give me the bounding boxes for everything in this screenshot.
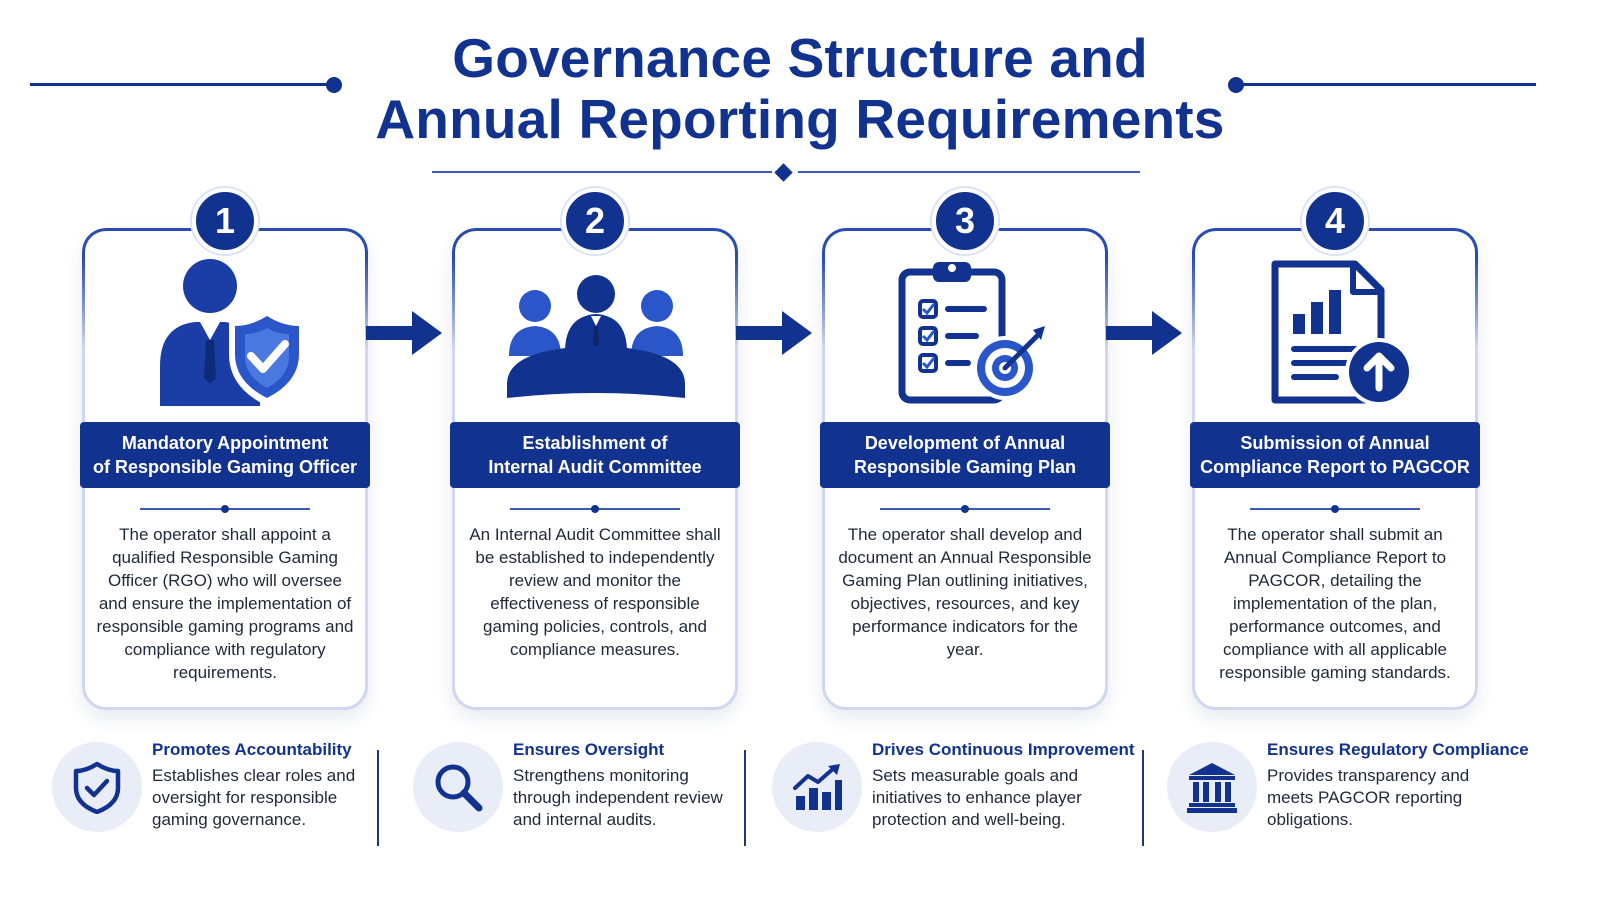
step-separator-dot bbox=[961, 505, 969, 513]
benefit-divider bbox=[744, 750, 746, 846]
step-description: The operator shall develop and document an Annual Responsible Gaming Plan outlining initiatives, objectives, resources, and key performance indicators for the year. bbox=[838, 525, 1092, 659]
subtitle-rule-right bbox=[798, 171, 1140, 173]
committee-icon bbox=[495, 256, 695, 408]
step-description: The operator shall submit an Annual Compliance Report to PAGCOR, detailing the implementation of the plan, performance outcomes, and compliance with all applicable responsible gaming standards. bbox=[1219, 525, 1451, 682]
benefit-title: Drives Continuous Improvement bbox=[872, 740, 1135, 759]
step-number-badge: 3 bbox=[932, 188, 998, 254]
benefit-description: Establishes clear roles and oversight for responsible gaming governance. bbox=[152, 766, 356, 829]
benefit-title: Promotes Accountability bbox=[152, 740, 352, 759]
step-number-badge: 1 bbox=[192, 188, 258, 254]
page-title-line1: Governance Structure and bbox=[452, 27, 1148, 89]
step-card-2 bbox=[450, 188, 740, 718]
benefit-divider bbox=[1142, 750, 1144, 846]
benefit-description: Sets measurable goals and initiatives to enhance player protection and well-being. bbox=[872, 766, 1082, 829]
step-description: The operator shall appoint a qualified Responsible Gaming Officer (RGO) who will oversee and ensure the implementation of responsible gaming programs and compliance with regulatory requirements. bbox=[96, 525, 354, 682]
step-title-line2: of Responsible Gaming Officer bbox=[92, 457, 358, 477]
subtitle-diamond bbox=[774, 163, 792, 181]
step-title-line2: Internal Audit Committee bbox=[488, 457, 702, 477]
benefit-item-accountability bbox=[52, 740, 372, 850]
step-card-3 bbox=[820, 188, 1110, 718]
benefit-item-oversight bbox=[413, 740, 738, 850]
step-separator-dot bbox=[221, 505, 229, 513]
step-number-badge: 2 bbox=[562, 188, 628, 254]
step-card-1 bbox=[80, 188, 370, 718]
institution-icon bbox=[1185, 760, 1239, 814]
flow-arrow-icon bbox=[736, 311, 812, 355]
page-title-line2: Annual Reporting Requirements bbox=[375, 88, 1225, 150]
step-title-banner bbox=[820, 422, 1110, 488]
page-title bbox=[0, 28, 1600, 150]
report-upload-icon bbox=[1235, 256, 1435, 408]
benefit-title: Ensures Regulatory Compliance bbox=[1267, 740, 1529, 759]
step-title-line2: Compliance Report to PAGCOR bbox=[1200, 457, 1470, 477]
step-number-badge: 4 bbox=[1302, 188, 1368, 254]
step-title-line1: Establishment of bbox=[522, 433, 668, 453]
flow-arrow-icon bbox=[1106, 311, 1182, 355]
benefit-item-improvement bbox=[772, 740, 1135, 850]
step-title-line1: Mandatory Appointment bbox=[121, 433, 329, 453]
clipboard-target-icon bbox=[865, 256, 1065, 408]
benefit-title: Ensures Oversight bbox=[513, 740, 665, 759]
step-description: An Internal Audit Committee shall be established to independently review and monitor the effectiveness of responsible gaming policies, controls, and compliance measures. bbox=[469, 525, 721, 659]
step-title-banner bbox=[80, 422, 370, 488]
step-title-banner bbox=[450, 422, 740, 488]
benefit-item-compliance bbox=[1167, 740, 1527, 850]
step-separator-dot bbox=[1331, 505, 1339, 513]
step-separator-dot bbox=[591, 505, 599, 513]
step-card-4 bbox=[1190, 188, 1480, 718]
officer-shield-icon bbox=[125, 256, 325, 408]
step-title-line2: Responsible Gaming Plan bbox=[853, 457, 1077, 477]
flow-arrow-icon bbox=[366, 311, 442, 355]
magnifier-icon bbox=[431, 760, 485, 814]
step-title-line1: Submission of Annual bbox=[1240, 433, 1430, 453]
subtitle-rule-left bbox=[432, 171, 772, 173]
step-title-line1: Development of Annual bbox=[864, 433, 1066, 453]
step-title-banner bbox=[1190, 422, 1480, 488]
benefit-description: Provides transparency and meets PAGCOR reporting obligations. bbox=[1267, 766, 1470, 829]
benefit-divider bbox=[377, 750, 379, 846]
shield-check-icon bbox=[70, 760, 124, 814]
benefit-description: Strengthens monitoring through independent review and internal audits. bbox=[513, 766, 723, 829]
growth-chart-icon bbox=[790, 760, 844, 814]
